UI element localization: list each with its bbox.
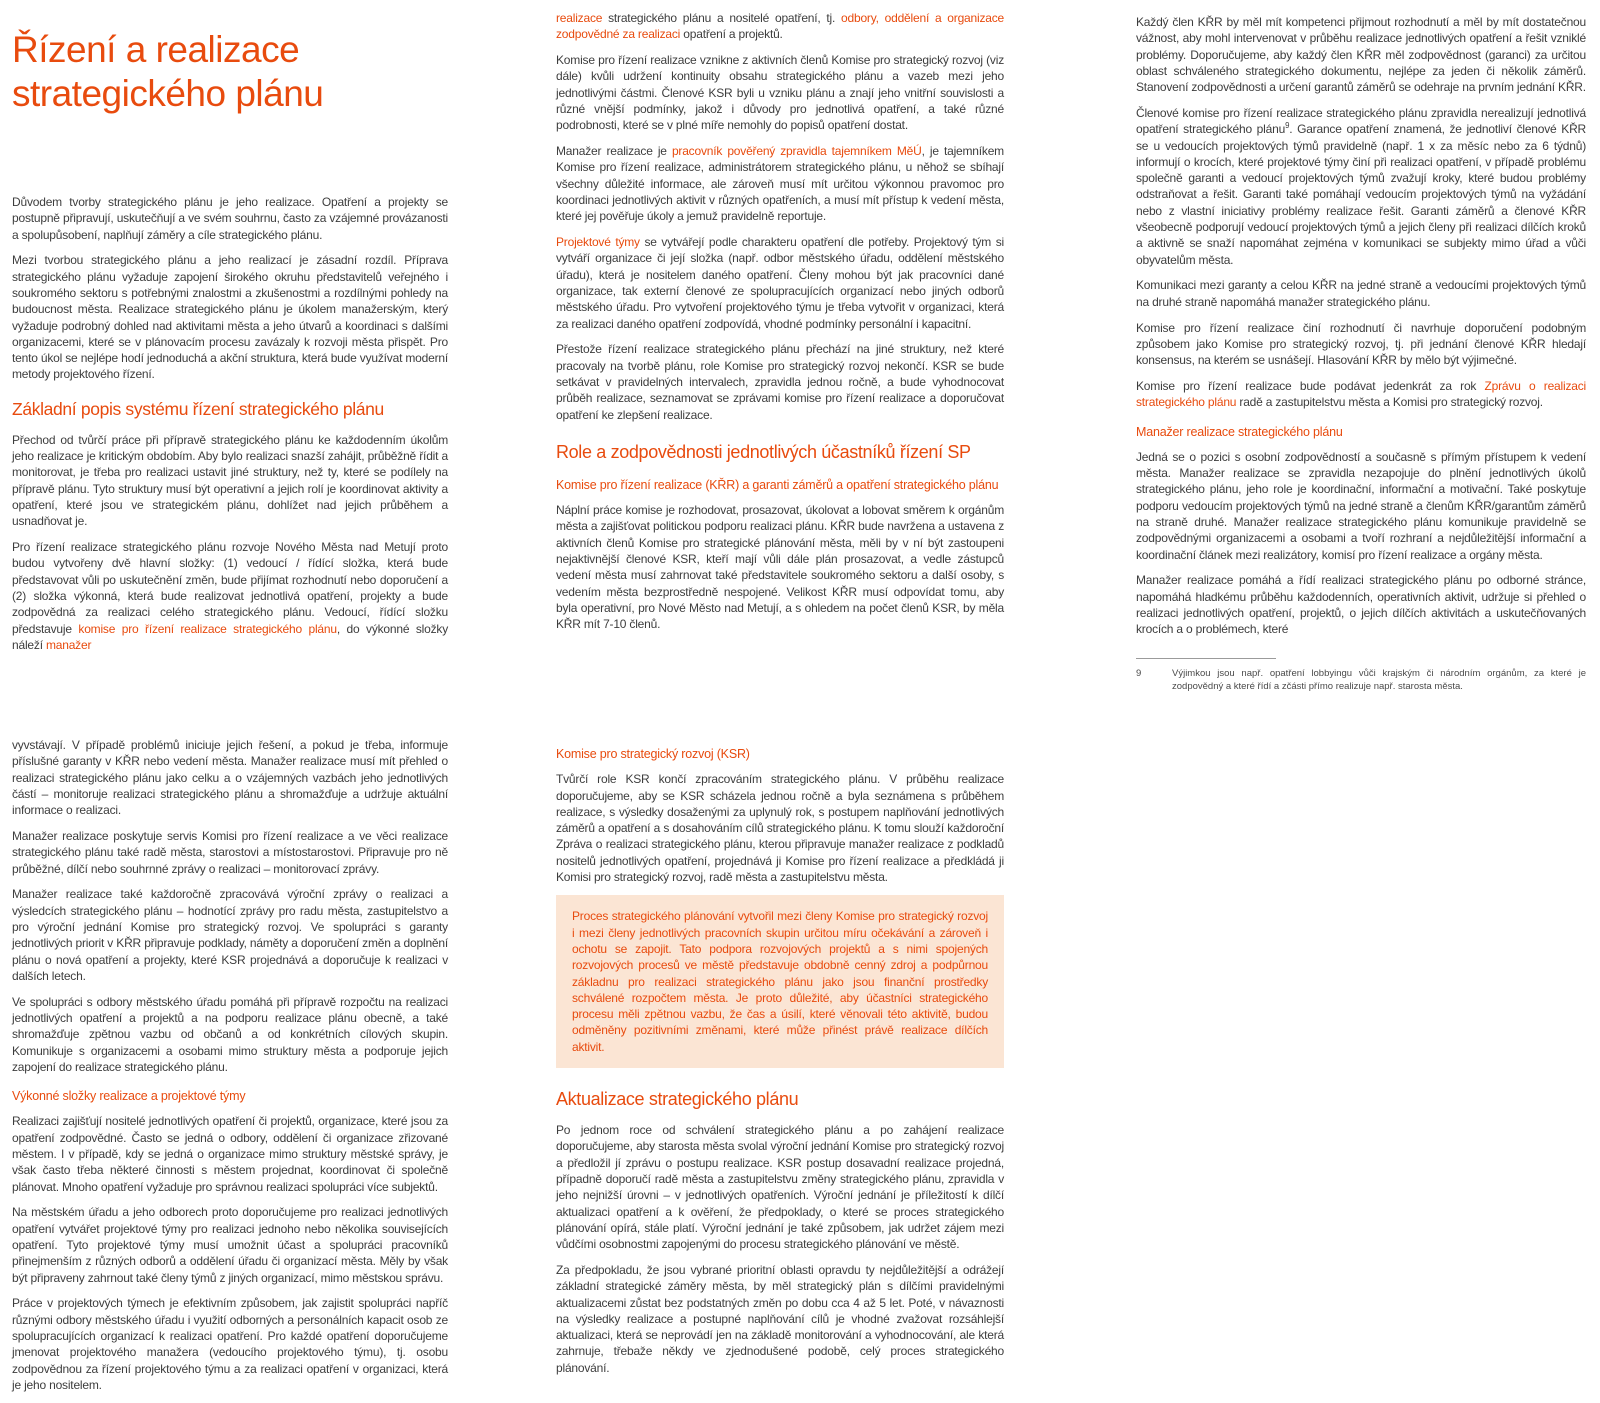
text-run: Důvodem tvorby strategického plánu je jeho realizace. Opatření a projekty se postupně připravují, uskutečňují a ve svém souhrnu, často za vzájemné provázanosti a spolupůsobení, naplňují záměry a cíle strategického plánu. (12, 195, 448, 242)
paragraph (12, 194, 448, 243)
sub-heading (556, 746, 1004, 762)
accent-text: Proces strategického plánování vytvořil mezi členy Komise pro strategický rozvoj i mezi členy jednotlivých pracovních skupin určitou míru očekávání a zároveň i ochotu se zapojit. Tato podpora rozvojových projektů a s nimi spojených rozvojových procesů ve městě představuje obdobně cenný zdroj a podpůrnou základnu pro realizaci strategického plánu jako jsou finanční prostředky schválené rozpočtem města. Je proto důležité, aby účastníci strategického procesu měli zpětnou vazbu, že čas a úsilí, které věnovali této aktivitě, budou odměněny pozitivními změnami, které může přinést právě realizace dílčích aktivit. (572, 909, 988, 1054)
text-run: Komunikaci mezi garanty a celou KŘR na jedné straně a vedoucími projektových týmů na druhé straně napomáhá manažer strategického plánu. (1136, 278, 1586, 309)
text-run: Přechod od tvůrčí práce při přípravě strategického plánu ke každodenním úkolům jeho realizace je kritickým obdobím. Aby bylo realizaci snazší zahájit, průběžně řídit a monitorovat, je třeba pro realizaci ustavit jiné struktury, než ty, které se podílely na přípravě plánu. Tyto struktury musí být operativní a jejich rolí je koordinovat aktivity a opatření, které jsou ve strategickém plánu, dohlížet nad jejich průběhem a usnadňovat je. (12, 432, 448, 529)
paragraph (1136, 449, 1586, 563)
page1-column-2 (556, 10, 1004, 642)
footnote-row (1136, 667, 1586, 693)
paragraph (1136, 572, 1586, 637)
text-run: , do výkonné složky náleží (12, 621, 448, 652)
text-run: opatření a projektů. (680, 27, 783, 42)
footnote-text: Výjimkou jsou např. opatření lobbyingu vůči krajským či národním orgánům, za které je zodpovědný a které řídí a zčásti přímo realizuje např. starosta města. (1172, 667, 1586, 692)
text-run: Přestože řízení realizace strategického plánu přechází na jiné struktury, než které pracovaly na tvorbě plánu, role Komise pro strategický rozvoj nekončí. KSR se bude setkávat v pravidelných intervalech, zpravidla jednou ročně, a bude vyhodnocovat průběh realizace, seznamovat se zprávami komise pro řízení realizace a doporučovat opatření ke zlepšení realizace. (556, 342, 1004, 422)
paragraph (12, 886, 448, 984)
paragraph (1136, 320, 1586, 369)
footnote-rule (1136, 658, 1276, 659)
text-run: Manažer realizace také každoročně zpracovává výroční zprávy o realizaci a výsledcích strategického plánu – hodnotící zprávy pro radu města, zastupitelstvo a pro výroční jednání Komise pro strategický rozvoj. Ve spolupráci s garanty jednotlivých priorit v KŘR připravuje podklady, náměty a doporučení změn a doplnění plánu o nová opatření a projekty, které KSR projednává a doporučuje k realizaci v dalších letech. (12, 887, 448, 983)
text-run: Mezi tvorbou strategického plánu a jeho realizací je zásadní rozdíl. Příprava strategického plánu vyžaduje zapojení širokého okruhu představitelů veřejného i soukromého sektoru s potřebnými znalostmi a zkušenostmi a rozdílnými pohledy na budoucnost města. Realizace strategického plánu je úkolem manažerským, který vyžaduje podrobný dohled nad aktivitami města a jeho útvarů a koordinaci s dalšími organizacemi, které se v plánovacím procesu zavázaly k rozvoji města přispět. Pro tento úkol se nejlépe hodí jednoduchá a akční struktura, která bude využívat moderní metody projektového řízení. (12, 253, 448, 382)
accent-text: odbory, oddělení a organizace zodpovědné za realizaci (556, 11, 1005, 42)
text-run: Práce v projektových týmech je efektivním způsobem, jak zajistit spolupráci napříč různými odbory městského úřadu i využití odborných a personálních kapacit osob ze spolupracujících organizací k realizaci opatření. Pro každé opatření doporučujeme jmenovat projektového manažera (vedoucího projektového týmu), tj. osobu zodpovědnou za řízení projektového týmu a za realizaci opatření v organizaci, která je jeho nositelem. (12, 1296, 448, 1392)
text-run: Náplní práce komise je rozhodovat, prosazovat, úkolovat a lobovat směrem k orgánům města a zajišťovat politickou podporu realizaci plánu. KŘR bude navržena a ustavena z aktivních členů Komise pro strategické plánování města, měli by v ní být zastoupeni nejaktivnější členové KSR, kteří mají vůli dále plán prosazovat, a vedle zástupců vedení města musí zahrnovat také představitele soukromého sektoru a další osoby, s vedením města bezprostředně nespojené. Velikost KŘR musí odpovídat tomu, aby byla operativní, pro Nové Město nad Metují, a s ohledem na počet členů KSR, by měla KŘR mít 7-10 členů. (556, 503, 1004, 632)
text-run: strategického plánu a nositelé opatření, tj. (602, 11, 842, 25)
text-run: Na městském úřadu a jeho odborech proto doporučujeme pro realizaci jednotlivých opatření vytvářet projektové týmy pro realizaci jednoho nebo několika souvisejících opatření. Tyto projektové týmy musí umožnit účast a spolupráci pracovníků přinejmenším z různých odborů a oddělení úřadu či organizací města. Měly by však být připraveny zahrnout také členy týmů z jiných organizací, mimo městskou správu. (12, 1205, 448, 1285)
paragraph (556, 1262, 1004, 1376)
text-run: se vytvářejí podle charakteru opatření dle potřeby. Projektový tým si vytváří organizace či její složka (např. odbor městského úřadu, oddělení městského úřadu), která je nositelem daného opatření. Členy mohou být jak pracovníci dané organizace, tak externí členové ze spolupracujících organizací nebo jiných odborů městského úřadu. Pro vytvoření projektového týmu je třeba vytvořit v organizaci, která za realizaci daného opatření zodpovídá, vhodné podmínky personální i kapacitní. (556, 235, 1004, 331)
paragraph (12, 1295, 448, 1393)
paragraph (12, 828, 448, 877)
paragraph (556, 502, 1004, 632)
text-run: Ve spolupráci s odbory městského úřadu pomáhá při přípravě rozpočtu na realizaci jednotlivých opatření a projektů a na podporu realizace plánu obecně, a také shromažďuje zpětnou vazbu od občanů a od konkrétních cílových skupin. Komunikuje s organizacemi a osobami mimo struktury města a podporuje jejich zapojení do realizace strategického plánu. (12, 994, 448, 1074)
footnote-reference: 9 (1285, 121, 1290, 131)
accent-text: manažer (45, 637, 92, 652)
paragraph (556, 10, 1004, 43)
accent-text: Komise pro strategický rozvoj (KSR) (556, 747, 750, 761)
text-run: Manažer realizace pomáhá a řídí realizaci strategického plánu po odborné stránce, napomáhá hladkému průběhu každodenních, operativních aktivit, udržuje si přehled o realizaci jednotlivých opatření, projektů, o jejich dílčích aktivitách a uskutečňovaných krocích a o problémech, které (1136, 573, 1586, 637)
highlight-box (556, 895, 1004, 1068)
page2-column-1 (12, 737, 448, 1403)
text-run: Komise pro řízení realizace bude podávat jedenkrát za rok (1136, 378, 1485, 393)
paragraph (556, 341, 1004, 422)
accent-text: Manažer realizace strategického plánu (1136, 424, 1343, 439)
paragraph (12, 432, 448, 530)
paragraph (12, 1113, 448, 1194)
paragraph (1136, 378, 1586, 411)
text-run: Komise pro řízení realizace vznikne z aktivních členů Komise pro strategický rozvoj (viz dále) kvůli udržení kontinuity obsahu strategického plánu a vazeb mezi jeho jednotlivými částmi. Členové KSR byli u vzniku plánu a znají jeho vnitřní souvislosti a různé vnější podmínky, jakož i důvody pro jednotlivá opatření, a také různé podrobnosti, které se v plné míře nemohly do popisů opatření dostat. (556, 53, 1004, 133)
paragraph (12, 252, 448, 382)
text-run: Jedná se o pozici s osobní zodpovědností a současně s přímým přístupem k vedení města. Manažer realizace se zpravidla nezapojuje do plnění jednotlivých úkolů strategického plánu, jeho role je koordinační, informační a motivační. Také poskytuje podporu vedoucím projektových týmů na jedné straně a členům KŘR/garantům záměrů na straně druhé. Manažer realizace strategického plánu komunikuje pravidelně se zodpovědnými organizacemi a osobami a tvoří rozhraní a nejdůležitější informační a koordinační článek mezi realizátory, komisí pro řízení realizace a orgány města. (1136, 449, 1586, 562)
sub-heading (556, 477, 1004, 493)
sub-heading (1136, 424, 1586, 440)
text-run: . Garance opatření znamená, že jednotliví členové KŘR se u vedoucích projektových týmů pravidelně (např. 1 x za měsíc nebo za 6 týdnů) informují o krocích, které projektové týmy činí při realizaci opatření, v případě problému společně garanti a vedoucí projektových týmů zvažují kroky, které budou problémy odstraňovat a řešit. Garanti také pomáhají vedoucím projektových týmů na vyžádání nebo z vlastní iniciativy problémy realizace řešit. Garanti záměrů a členové KŘR všeobecně podporují vedoucí projektových týmů a jejich členy při realizaci dílčích kroků a aktivně se snaží napomáhat zejména v komunikaci se subjekty mimo úřad a vůči obyvatelům města. (1136, 122, 1587, 267)
accent-text: Projektové týmy (556, 235, 640, 250)
paragraph (12, 737, 448, 818)
accent-text: komise pro řízení realizace strategického plánu (78, 621, 337, 636)
footnote (1136, 658, 1586, 693)
accent-text: pracovník pověřený zpravidla tajemníkem MěÚ (671, 144, 922, 159)
text-run: Komise pro řízení realizace činí rozhodnutí či navrhuje doporučení podobným způsobem jako Komise pro strategický rozvoj, tj. při jednání členové KŘR hledají konsensus, na kterém se usnášejí. Hlasování KŘR by mělo být výjimečné. (1136, 320, 1586, 368)
page1-column-3 (1136, 14, 1586, 693)
text-run: Realizaci zajišťují nositelé jednotlivých opatření či projektů, organizace, které jsou za opatření zodpovědné. Často se jedná o odbory, oddělení či organizace zřizované městem. I v případě, kdy se jedná o organizace mimo struktury městské správy, je však často třeba některé činnosti s městem projednat, koordinovat či společně plánovat. Mnoho opatření vyžaduje pro správnou realizaci spolupráci více subjektů. (12, 1114, 448, 1194)
accent-text: Výkonné složky realizace a projektové týmy (12, 1089, 246, 1104)
paragraph (12, 994, 448, 1075)
paragraph (1136, 105, 1586, 268)
accent-text: Aktualizace strategického plánu (556, 1089, 799, 1110)
text-run: Manažer realizace poskytuje servis Komisi pro řízení realizace a ve věci realizace strategického plánu také radě města, starostovi a místostarostovi. Připravuje pro ně průběžné, dílčí nebo souhrnné zprávy o realizaci – monitorovací zprávy. (12, 828, 448, 876)
section-heading (556, 1088, 1004, 1111)
paragraph (1136, 14, 1586, 95)
paragraph (556, 52, 1004, 133)
section-heading (12, 398, 448, 420)
text-run: Po jednom roce od schválení strategického plánu a po zahájení realizace doporučujeme, aby starosta města svolal výroční jednání Komise pro strategický rozvoj a předložil jí zprávu o postupu realizace. KSR postup dosavadní realizace projedná, případně doporučí radě města a zastupitelstvu změny strategického plánu, zpravidla v jeho nejnižší úrovni – v jednotlivých opatřeních. Výroční jednání je příležitostí k dílčí aktualizaci opatření a k ověření, že předpoklady, o které se proces strategického plánování opírá, stále platí. Výroční jednání je také způsobem, jak udržet zájem mezi vůdčími osobnostmi zapojenými do procesu strategického plánování ve městě. (556, 1123, 1004, 1252)
text-run: radě a zastupitelstvu města a Komisi pro strategický rozvoj. (1236, 395, 1543, 410)
accent-text: Zprávu o realizaci strategického plánu (1136, 378, 1586, 410)
text-run: Každý člen KŘR by měl mít kompetenci přijmout rozhodnutí a měl by mít dostatečnou vážnost, aby mohl intervenovat v průběhu realizace jednotlivých opatření a řešit vzniklé problémy. Doporučujeme, aby každý člen KŘR měl zodpovědnost (garanci) za určitou oblast schváleného strategického dokumentu, nejlépe za jeden či několik záměrů. Stanovení zodpovědnosti a určení garantů záměrů se odehraje na prvním jednání KŘR. (1136, 15, 1586, 95)
text-run: , je tajemníkem Komise pro řízení realizace, administrátorem strategického plánu, u něhož se sbíhají všechny důležité informace, ale zároveň musí mít určitou výkonnou pravomoc pro koordinaci jednotlivých aktivit v různých opatřeních, a musí mít přístup k vedení města, které jej pověřuje úkoly a jemuž pravidelně reportuje. (556, 144, 1004, 224)
paragraph (556, 1122, 1004, 1252)
text-run: vyvstávají. V případě problémů iniciuje jejich řešení, a pokud je třeba, informuje příslušné garanty v KŘR nebo vedení města. Manažer realizace musí mít přehled o realizaci strategického plánu jako celku a o vzájemných vazbách jeho jednotlivých částí – monitoruje realizaci strategického plánu a shromažďuje a udržuje aktuální informace o realizaci. (12, 738, 448, 818)
text-run: Členové komise pro řízení realizace strategického plánu zpravidla nerealizují jednotlivá opatření strategického plánu (1136, 105, 1586, 137)
text-run: Pro řízení realizace strategického plánu rozvoje Nového Města nad Metují proto budou vytvořeny dvě hlavní složky: (1) vedoucí / řídící složka, která bude představovat vůli po uskutečnění změn, bude přijímat rozhodnutí nebo doporučení a (2) složka výkonná, která bude realizovat jednotlivá opatření, projekty a bude zodpovědná za realizaci celého strategického plánu. Vedoucí, řídící složku představuje (12, 540, 448, 636)
page1-column-1 (12, 28, 448, 663)
paragraph (556, 143, 1004, 224)
accent-text: realizace (556, 11, 603, 25)
accent-text: Řízení a realizace strategického plánu (12, 29, 324, 114)
paragraph (12, 1204, 448, 1285)
text-run: Za předpokladu, že jsou vybrané prioritní oblasti opravdu ty nejdůležitější a odrážejí základní strategické záměry města, by měl strategický plán s dílčími pravidelnými aktualizacemi zůstat bez podstatných změn po dobu cca 4 až 5 let. Poté, v návaznosti na výsledky realizace a postupné naplňování cílů je vhodné zvažovat rozsáhlejší aktualizaci, která se neprovádí jen na základě monitorování a vyhodnocování, ale která zahrnuje, třebaže někdy ve zjednodušené podobě, celý proces strategického plánování. (556, 1262, 1004, 1375)
accent-text: Komise pro řízení realizace (KŘR) a garanti záměrů a opatření strategického plánu (556, 477, 999, 492)
paragraph (556, 771, 1004, 885)
paragraph (1136, 277, 1586, 310)
sub-heading (12, 1088, 448, 1104)
document-title (12, 28, 448, 116)
paragraph (12, 539, 448, 653)
section-heading (556, 441, 1004, 464)
page2-column-2 (556, 733, 1004, 1386)
footnote-number: 9 (1136, 667, 1142, 679)
accent-text: Základní popis systému řízení strategického plánu (12, 398, 384, 419)
text-run: Tvůrčí role KSR končí zpracováním strategického plánu. V průběhu realizace doporučujeme, aby se KSR scházela jednou ročně a byla seznámena s průběhem realizace, s výsledky dosaženými za uplynulý rok, s postupem naplňování jednotlivých záměrů a opatření a s dosahováním cílů strategického plánu. K tomu slouží každoroční Zpráva o realizaci strategického plánu, kterou připravuje manažer realizace z podkladů nositelů jednotlivých opatření, projednává ji Komise pro řízení realizace a předkládá ji Komisi pro strategický rozvoj, radě města a zastupitelstvu města. (556, 772, 1004, 885)
text-run: Manažer realizace je (556, 144, 672, 159)
paragraph (556, 234, 1004, 332)
accent-text: Role a zodpovědnosti jednotlivých účastníků řízení SP (556, 441, 971, 462)
